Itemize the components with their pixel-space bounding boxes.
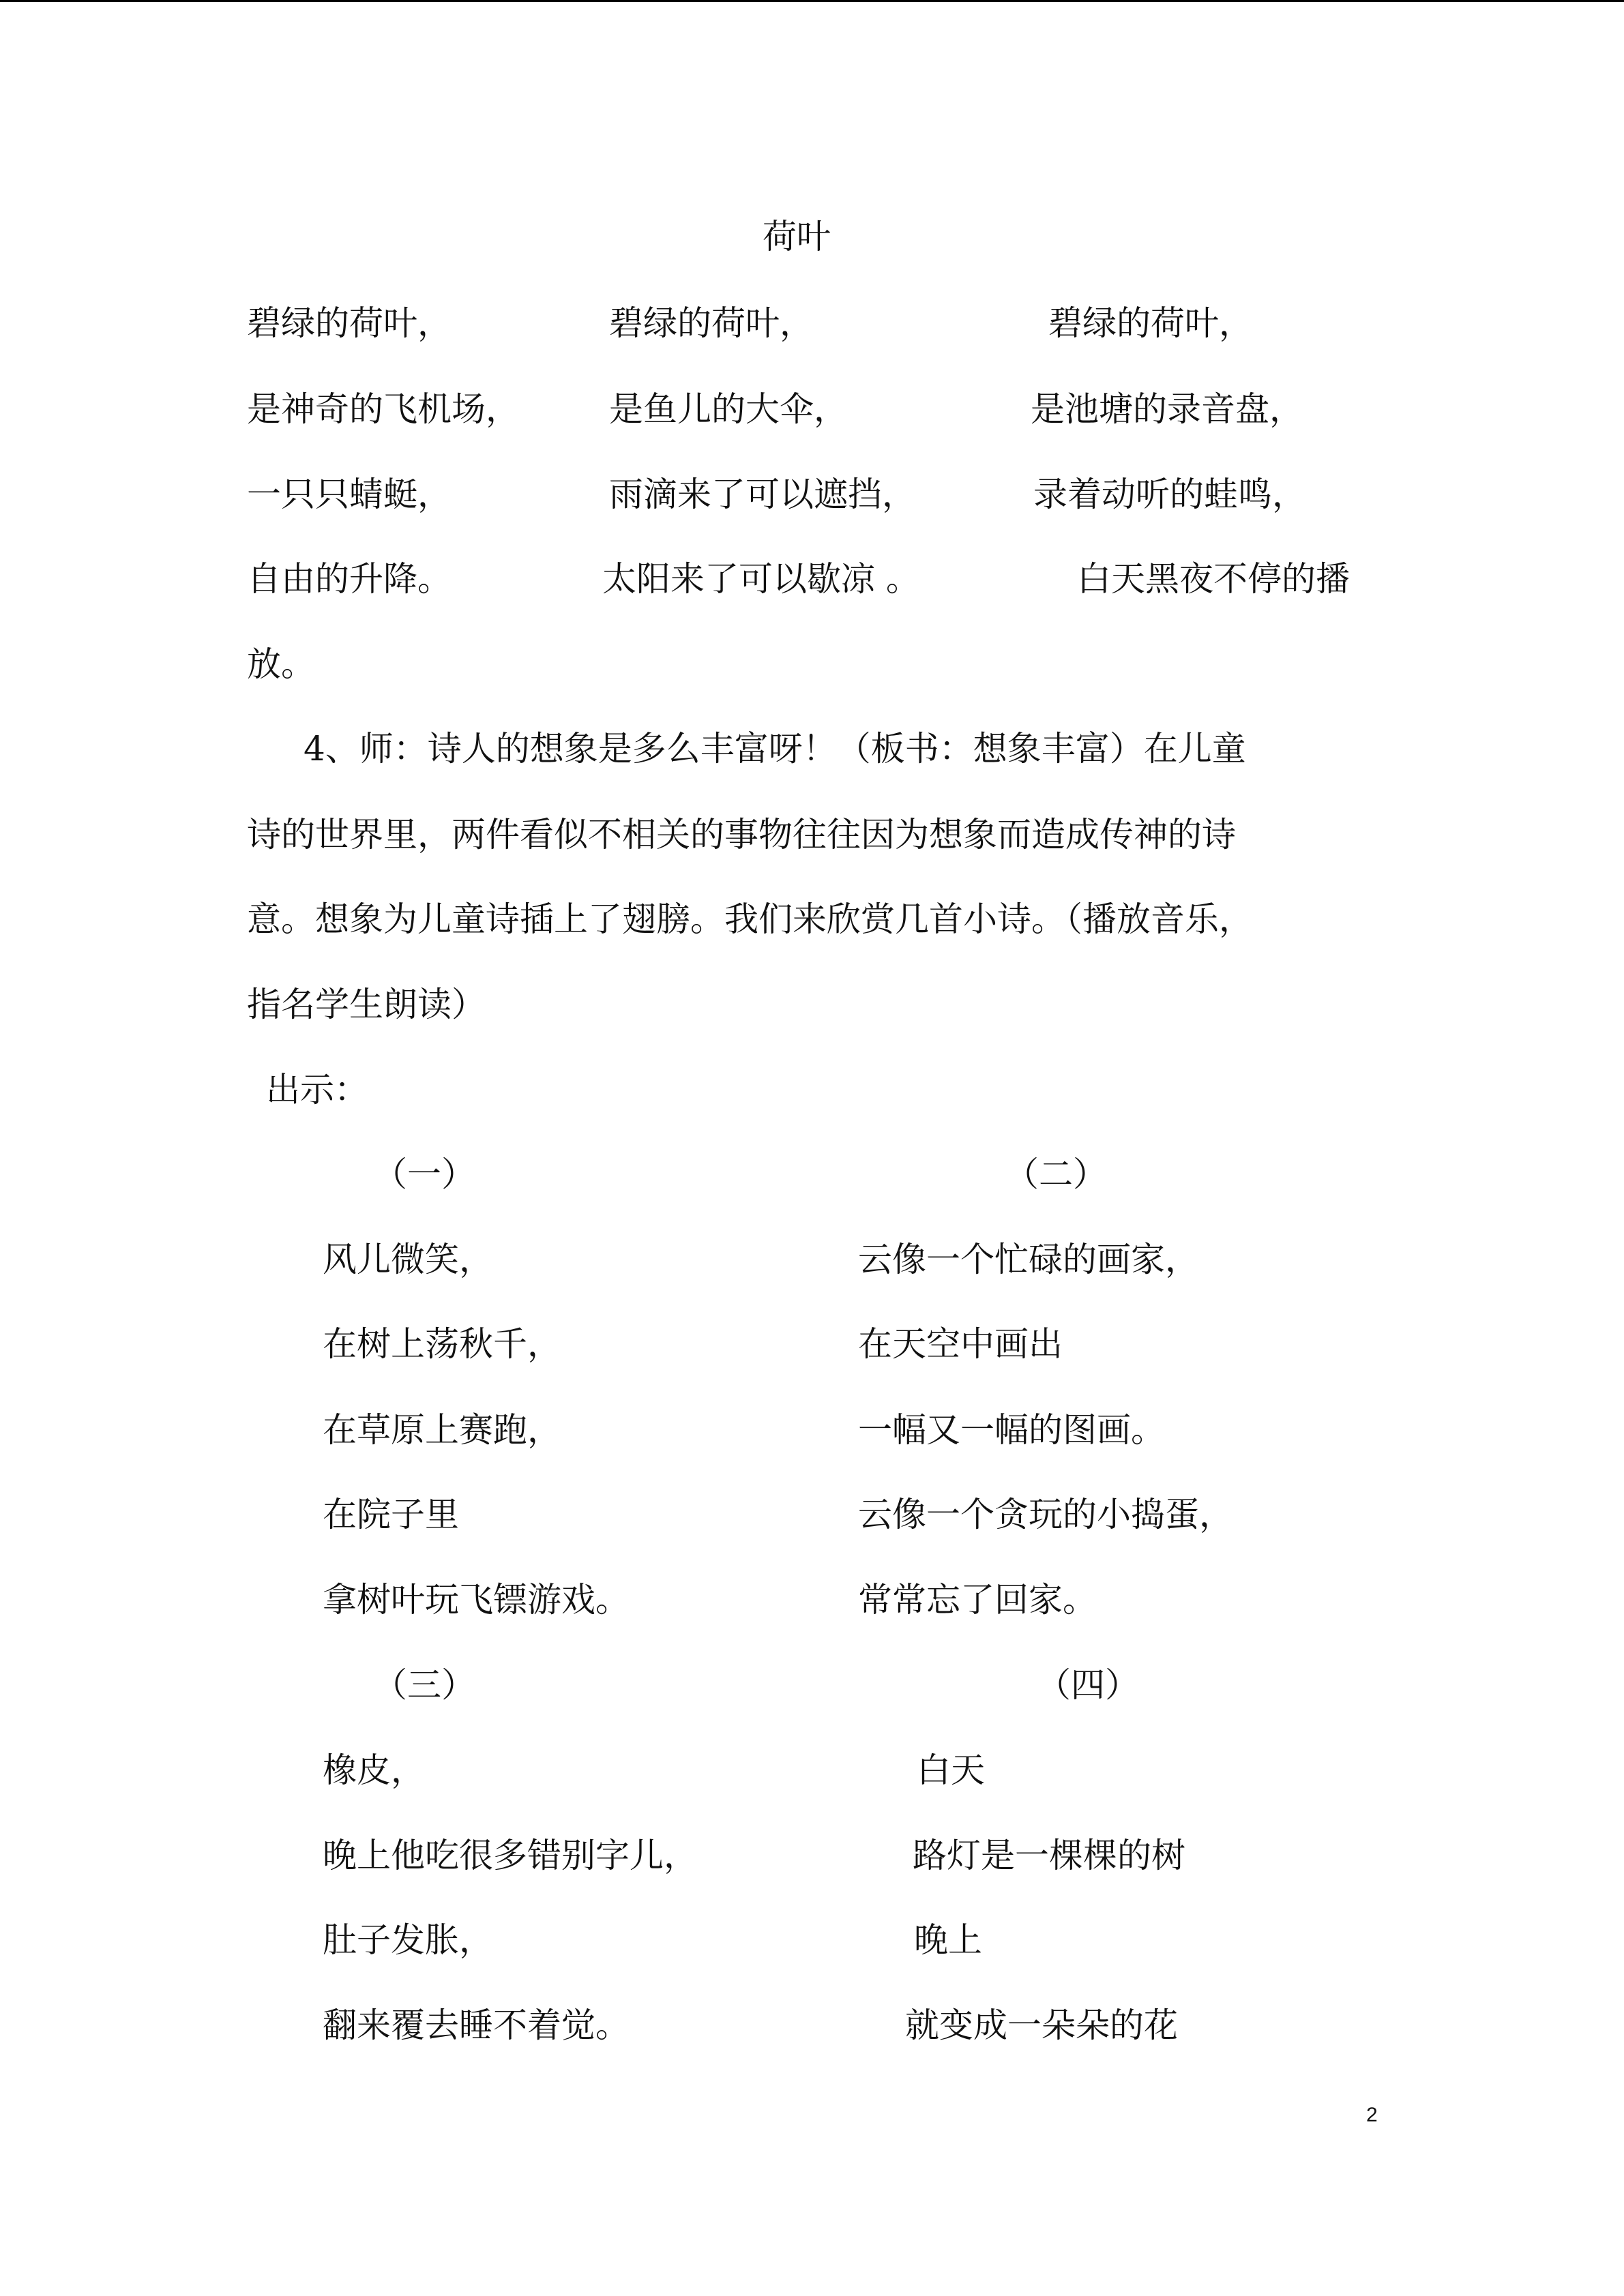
poem-line: 是神奇的飞机场，	[247, 389, 520, 429]
poem-line: 碧绿的荷叶，	[1048, 303, 1253, 343]
poem-line: 晚上他吃很多错别字儿，	[323, 1836, 698, 1875]
poem-heading: （三）	[373, 1665, 475, 1705]
poem-line: 风儿微笑，	[323, 1240, 493, 1279]
poem-line: 在院子里	[323, 1495, 459, 1534]
poem-line: 雨滴来了可以遮挡，	[609, 475, 916, 514]
paragraph-line: 指名学生朗读）	[247, 985, 486, 1024]
poem-line: 翻来覆去睡不着觉。	[323, 2006, 630, 2045]
top-border-line	[0, 0, 1624, 2]
poem-heading: （二）	[1005, 1154, 1107, 1194]
poem-line: 白天黑夜不停的播	[1077, 559, 1350, 599]
poem-line: 白天	[917, 1750, 985, 1790]
poem-line: 橡皮，	[323, 1750, 425, 1790]
poem-line: 碧绿的荷叶，	[609, 303, 814, 343]
poem-line: 在草原上赛跑，	[323, 1410, 561, 1450]
poem-line: 晚上	[914, 1920, 982, 1960]
poem-line: 常常忘了回家。	[858, 1580, 1097, 1620]
poem-line: 碧绿的荷叶，	[247, 303, 452, 343]
paragraph-line: 意。想象为儿童诗插上了翅膀。我们来欣赏几首小诗。（播放音乐，	[247, 899, 1253, 939]
poem-line: 云像一个贪玩的小捣蛋，	[858, 1495, 1233, 1534]
poem-line: 肚子发胀，	[323, 1920, 493, 1960]
poem-line: 是鱼儿的大伞，	[609, 389, 848, 429]
poem-line: 在树上荡秋千，	[323, 1324, 561, 1364]
document-title: 荷叶	[763, 217, 831, 256]
poem-line: 就变成一朵朵的花	[905, 2006, 1178, 2045]
poem-line: 自由的升降。	[247, 559, 452, 599]
poem-line: 一只只蜻蜓，	[247, 475, 452, 514]
show-label: 出示：	[266, 1070, 368, 1109]
poem-wrap-line: 放。	[247, 644, 315, 684]
poem-line: 录着动听的蛙鸣，	[1033, 475, 1306, 514]
poem-heading: （四）	[1037, 1665, 1139, 1705]
poem-line: 太阳来了可以歇凉 。	[602, 559, 920, 599]
paragraph-line: 4、师：诗人的想象是多么丰富呀！（板书：想象丰富）在儿童	[304, 729, 1246, 769]
paragraph-line: 诗的世界里，两件看似不相关的事物往往因为想象而造成传神的诗	[247, 815, 1236, 854]
page-number: 2	[1366, 2104, 1378, 2126]
poem-line: 是池塘的录音盘，	[1031, 389, 1303, 429]
poem-line: 在天空中画出	[858, 1324, 1063, 1364]
poem-line: 拿树叶玩飞镖游戏。	[323, 1580, 630, 1620]
poem-line: 云像一个忙碌的画家，	[858, 1240, 1199, 1279]
poem-line: 路灯是一棵棵的树	[913, 1836, 1185, 1875]
poem-line: 一幅又一幅的图画。	[858, 1410, 1165, 1450]
poem-heading: （一）	[373, 1154, 475, 1194]
